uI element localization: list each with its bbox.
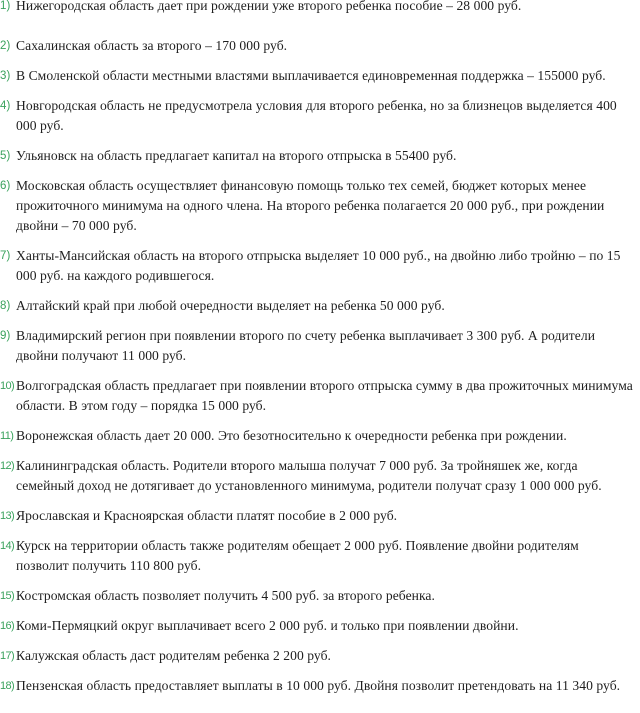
item-number: 6) xyxy=(0,180,11,192)
list-item xyxy=(0,146,640,166)
item-number: 18) xyxy=(0,680,15,692)
list-item xyxy=(0,536,640,576)
item-number: 5) xyxy=(0,150,11,162)
item-number: 15) xyxy=(0,590,15,602)
item-text: Владимирский регион при появлении второго по счету ребенка выплачивает 3 300 руб. А родители двойни получают 11 000 руб. xyxy=(16,328,596,363)
item-text: Нижегородская область дает при рождении уже второго ребенка пособие – 28 000 руб. xyxy=(16,0,522,13)
item-text: Ярославская и Красноярская области платят пособие в 2 000 руб. xyxy=(16,508,398,523)
list-item xyxy=(0,296,640,316)
list-item xyxy=(0,646,640,666)
list-item xyxy=(0,326,640,366)
list-item xyxy=(0,96,640,136)
list-item xyxy=(0,676,640,696)
item-number: 1) xyxy=(0,0,11,12)
list-item xyxy=(0,376,640,416)
item-text: Ульяновск на область предлагает капитал на второго отпрыска в 55400 руб. xyxy=(16,148,457,163)
item-number: 2) xyxy=(0,40,11,52)
item-number: 14) xyxy=(0,540,15,552)
item-text: В Смоленской области местными властями выплачивается единовременная поддержка – 155000 руб. xyxy=(16,68,606,83)
item-number: 9) xyxy=(0,330,11,342)
item-text: Алтайский край при любой очередности выделяет на ребенка 50 000 руб. xyxy=(16,298,445,313)
item-number: 3) xyxy=(0,70,11,82)
list-item xyxy=(0,426,640,446)
item-text: Воронежская область дает 20 000. Это безотносительно к очередности ребенка при рождении. xyxy=(16,428,567,443)
item-text: Коми-Пермяцкий округ выплачивает всего 2 000 руб. и только при появлении двойни. xyxy=(16,618,519,633)
item-text: Калининградская область. Родители второго малыша получат 7 000 руб. За тройняшек же, когда семейный доход не дотягивает до установленного минимума, родители получат сразу 1 000 000 руб. xyxy=(16,458,602,493)
item-number: 4) xyxy=(0,100,11,112)
item-number: 12) xyxy=(0,460,15,472)
item-number: 17) xyxy=(0,650,15,662)
list-item xyxy=(0,176,640,236)
item-text: Волгоградская область предлагает при появлении второго отпрыска сумму в два прожиточных минимума области. В этом году – порядка 15 000 руб. xyxy=(16,378,633,413)
list-item xyxy=(0,0,640,16)
item-number: 11) xyxy=(0,430,14,442)
item-text: Калужская область даст родителям ребенка 2 200 руб. xyxy=(16,648,331,663)
item-number: 13) xyxy=(0,510,15,522)
item-number: 10) xyxy=(0,380,15,392)
item-text: Московская область осуществляет финансовую помощь только тех семей, бюджет которых менее прожиточного минимума на одного члена. На второго ребенка полагается 20 000 руб., при рождении двойни – 70 000 руб. xyxy=(16,178,605,233)
item-text: Сахалинская область за второго – 170 000 руб. xyxy=(16,38,288,53)
list-item xyxy=(0,36,640,56)
list-item xyxy=(0,616,640,636)
item-number: 8) xyxy=(0,300,11,312)
item-number: 16) xyxy=(0,620,15,632)
item-text: Новгородская область не предусмотрела условия для второго ребенка, но за близнецов выделяется 400 000 руб. xyxy=(16,98,617,133)
item-text: Ханты-Мансийская область на второго отпрыска выделяет 10 000 руб., на двойню либо тройню – по 15 000 руб. на каждого родившегося. xyxy=(16,248,621,283)
list-item xyxy=(0,246,640,286)
item-text: Костромская область позволяет получить 4 500 руб. за второго ребенка. xyxy=(16,588,435,603)
list-item xyxy=(0,586,640,606)
list-item xyxy=(0,66,640,86)
list-item xyxy=(0,456,640,496)
list-item xyxy=(0,506,640,526)
item-text: Пензенская область предоставляет выплаты в 10 000 руб. Двойня позволит претендовать на 11 340 руб. xyxy=(16,678,621,693)
item-text: Курск на территории область также родителям обещает 2 000 руб. Появление двойни родителям позволит получить 110 800 руб. xyxy=(16,538,579,573)
item-number: 7) xyxy=(0,250,11,262)
